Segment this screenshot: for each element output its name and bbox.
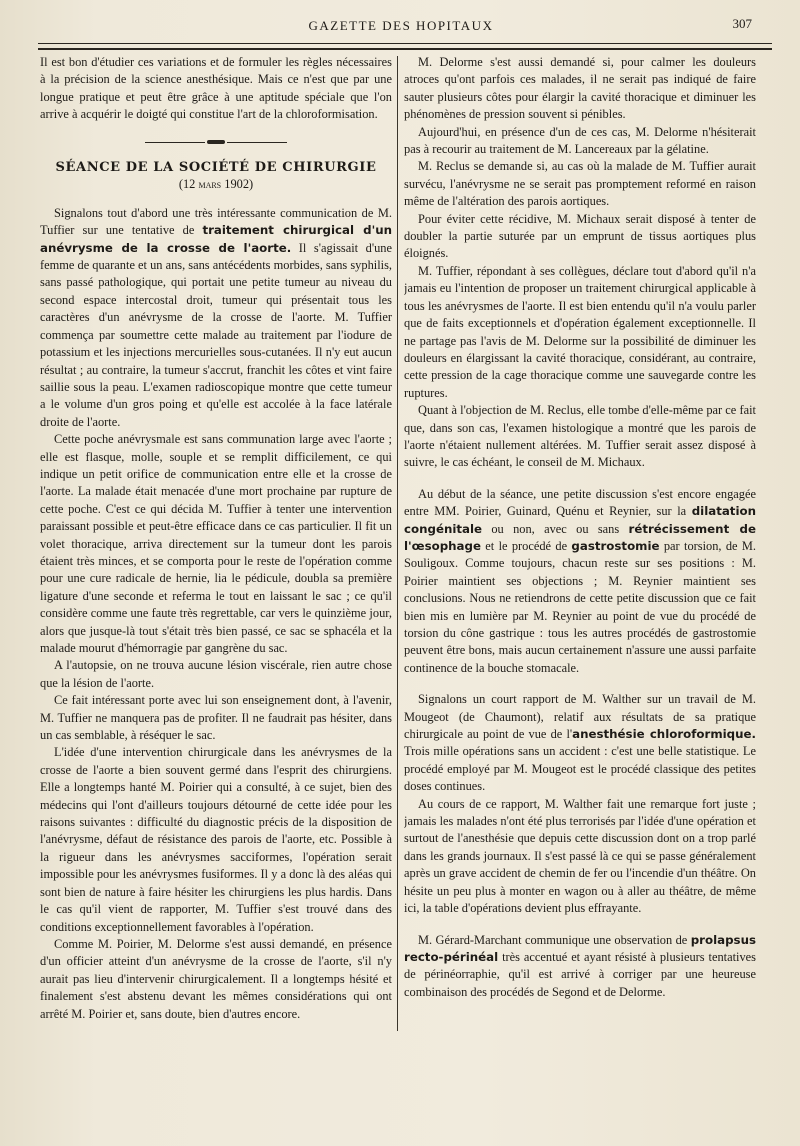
journal-title: GAZETTE DES HOPITAUX (308, 18, 494, 33)
text-run: Signalons un court rapport de M. Walther sur un travail de M. Mougeot (de Chaumont), relatif aux résultats de sa pratique chirurgicale au point de vue de l' (404, 692, 756, 742)
intro-paragraph: Il est bon d'étudier ces variations et de formuler les règles nécessaires à la précision de la science anesthésique. Mais ce n'est que par une longue pratique et peut être grâce à une aptitude spéciale que l'on arrive à acquérir le doigté qui constitue l'art de la chloroformisation. (40, 55, 392, 122)
bold-term: anesthésie chloroformique. (572, 727, 756, 742)
paragraph-gap (404, 918, 756, 932)
paragraph: A l'autopsie, on ne trouva aucune lésion viscérale, rien autre chose que la lésion de l'aorte. (40, 658, 392, 690)
text-run: M. Gérard-Marchant communique une observation de (418, 932, 691, 947)
page-number: 307 (732, 16, 752, 31)
text-run: Trois mille opérations sans un accident : c'est une belle statistique. Le procédé employé par M. Mougeot est le procédé classique des petites doses continues. (404, 744, 756, 794)
paragraph: Aujourd'hui, en présence d'un de ces cas, M. Delorme n'hésiterait pas à recourir au traitement de M. Lancereaux par la gélatine. (404, 124, 756, 157)
text-run: par torsion, de M. Souligoux. Comme toujours, chacun reste sur ses positions : M. Poirier maintient ses objections ; M. Reynier maintient ses conclusions. Nous ne retiendrons de cette petite discussion que ce fait bien mis en lumière par M. Reynier au point de vue du procédé de torsion du cône gastrique : tous les autres procédés de gastrostomie peuvent être bons, mais aucun certainement n'assure une aussi parfaite continence de la bouche stomacale. (404, 538, 756, 675)
paragraph: Au cours de ce rapport, M. Walther fait une remarque fort juste ; jamais les malades n'ont été plus terrorisés par l'idée d'une opération et surtout de l'anesthésie que depuis cette discussion dont on a trop parlé dans les grands journaux. Il s'est passé là ce qui se passe généralement après un grave accident de chemin de fer ou l'incendie d'un théâtre. On hésite un peu plus à monter en wagon ou à aller au théâtre, de même ici, la table d'opérations devient plus effrayante. (404, 796, 756, 916)
header-rule (38, 43, 772, 44)
text-run: ou non, avec ou sans (482, 521, 629, 536)
paragraph (404, 691, 756, 795)
text-run: Il s'agissait d'une femme de quarante et un ans, sans antécédents morbides, sans syphilis, sans passé pathologique, qui portait une petite tumeur au niveau du second espace intercostal droit, tumeur qui présentait tous les caractères d'un anévrysme de la crosse de l'aorte. M. Tuffier commença par soumettre cette malade au traitement par l'iodure de potassium et les injections mercurielles sous-cutanées. Il n'y eut aucun résultat ; au contraire, la tumeur s'accrut, franchit les côtes et vint faire saillie sous la peau. L'examen radioscopique montre que cette tumeur a le volume d'un gros poing et qu'elle est accolée à la face latérale droite de l'aorte. (40, 240, 392, 429)
paragraph: M. Tuffier, répondant à ses collègues, déclare tout d'abord qu'il n'a jamais eu l'intention de proposer un traitement chirurgical applicable à tous les anévrysmes de l'aorte. Il est bien entendu qu'il n'a voulu parler que de faits exceptionnels et d'opération également exceptionnelle. Il ne partage pas l'avis de M. Delorme sur la possibilité de diminuer les douleurs en élargissant la cavité thoracique, considérant, au contraire, cette pression de la cage thoracique comme une sauvegarde contre les ruptures. (404, 263, 756, 400)
paragraph: Pour éviter cette récidive, M. Michaux serait disposé à tenter de doubler la partie suturée par un emprunt de tissus aortiques plus éloignés. (404, 211, 756, 261)
section-date-day: (12 (178, 177, 196, 192)
paragraph (404, 486, 756, 677)
paragraph: Comme M. Poirier, M. Delorme s'est aussi demandé, en présence d'un officier atteint d'un anévrysme de la crosse de l'aorte, s'il n'y aurait pas lieu d'intervenir chirurgicalement. Il a longtemps hésité et finalement s'est abstenu devant les mêmes considérations qui ont arrêté M. Poirier et, sans doute, bien d'autres encore. (40, 936, 392, 1021)
text-run: Au début de la séance, une petite discussion s'est encore engagée entre MM. Poirier, Guinard, Quénu et Reynier, sur la (404, 486, 756, 519)
bold-term: gastrostomie (571, 538, 660, 553)
paragraph: Ce fait intéressant porte avec lui son enseignement dont, à l'avenir, M. Tuffier ne manquera pas de profiter. Il ne faudrait pas hésiter, dans un cas semblable, à réséquer le sac. (40, 693, 392, 743)
paragraph-gap (404, 472, 756, 486)
section-ornament (40, 134, 392, 151)
bold-term: traitement chirurgical d'un anévrysme de la crosse de l'aorte. (40, 223, 392, 255)
paragraph: M. Reclus se demande si, au cas où la malade de M. Tuffier aurait survécu, l'anévrysme ne se serait pas promptement reformé en raison même de l'altération des parois aortiques. (404, 159, 756, 209)
paragraph: L'idée d'une intervention chirurgicale dans les anévrysmes de la crosse de l'aorte a bien souvent germé dans l'esprit des chirurgiens. Elle a longtemps hanté M. Poirier qui a consulté, à ce sujet, bien des médecins qui l'ont d'ailleurs toujours détourné de cette idée pour les raisons suivantes : difficulté du diagnostic précis de la disposition de l'anévrysme, défaut de résistance des parois de l'aorte, etc. Possible à la rigueur dans les anévrysmes sacciformes, l'opération serait impossible pour les anévrysmes fusiformes. Il y a donc là des aléas qui sont bien de nature à faire hésiter les chirurgiens les plus hardis. Dans le cas qu'il vient de rapporter, M. Tuffier s'est trouvé dans des conditions exceptionnellement favorables à l'opération. (40, 745, 392, 934)
paragraph-gap (404, 677, 756, 691)
left-column (40, 54, 392, 1106)
paragraph (40, 205, 392, 431)
section-date-month: mars (198, 179, 222, 192)
section-title: SÉANCE DE LA SOCIÉTÉ DE CHIRURGIE (55, 160, 377, 176)
bold-term: rétrécissement de l'œsophage (404, 521, 756, 553)
paragraph: M. Delorme s'est aussi demandé si, pour calmer les douleurs atroces qu'ont parfois ces malades, il ne serait pas indiqué de faire sauter plusieurs côtes pour élargir la cavité thoracique et diminuer les phénomènes de pression souvent si pénibles. (404, 55, 756, 122)
paragraph (404, 932, 756, 1002)
paragraph: Quant à l'objection de M. Reclus, elle tombe d'elle-même par ce fait que, dans son cas, l'examen histologique a montré que les parois de l'aorte n'étaient nullement altérées. M. Tuffier serait assez disposé à suivre, le cas échéant, le conseil de M. Michaux. (404, 403, 756, 470)
column-divider (397, 56, 398, 1031)
section-date (40, 176, 392, 194)
section-date-year: 1902) (224, 177, 254, 192)
text-run: et le procédé de (480, 538, 572, 553)
paragraph: Cette poche anévrysmale est sans communation large avec l'aorte ; elle est flasque, molle, souple et se remplit difficilement, ce qui indique un petit orifice de communication entre elle et la crosse de l'aorte. La malade était menacée d'une mort prochaine par rupture de cette poche. C'est ce qui décida M. Tuffier à tenter une intervention paraissant possible et peut-être efficace dans ce cas particulier. Il fit un volet thoracique, arriva directement sur la tumeur dont les parois étaient très minces, et se comporta pour le reste de l'opération comme pour une cure radicale de hernie, lia le pédicule, doubla sa première ligature d'une seconde et referma le tout en laissant le sac ; ce qu'il considère comme une faute très regrettable, car vers le quinzième jour, alors que jusque-là tout s'était très bien passé, ce sac se sphacéla et la malade mourut d'hémorragie par gangrène du sac. (40, 432, 392, 655)
right-column (404, 54, 756, 1106)
bold-term: prolapsus recto-périnéal (404, 932, 756, 964)
bold-term: dilatation congénitale (404, 504, 756, 536)
page-header (30, 14, 772, 40)
header-rule-thick (38, 48, 772, 50)
text-run: Signalons tout d'abord une très intéressante communication de M. Tuffier sur une tentative de (40, 205, 392, 238)
text-run: très accentué et ayant résisté à plusieurs tentatives de périnéorraphie, qu'il est arrivé à corriger par une heureuse combinaison des procédés de Segond et de Delorme. (404, 949, 756, 999)
